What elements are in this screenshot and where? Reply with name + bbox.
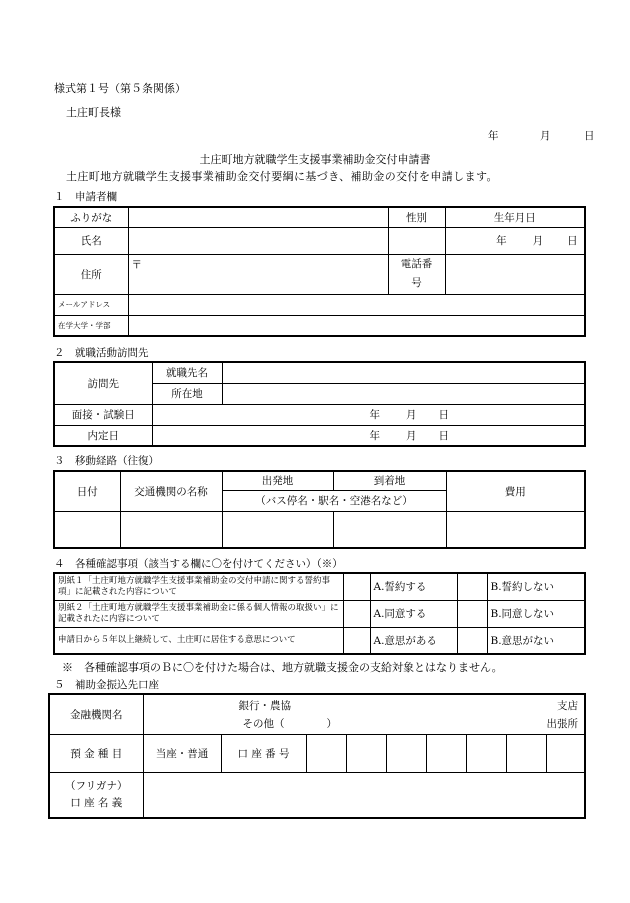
gender-field[interactable] [388, 227, 445, 254]
phone-field[interactable] [445, 254, 585, 294]
holder-label: （フリガナ） 口 座 名 義 [49, 772, 143, 818]
account-digit[interactable] [306, 734, 346, 772]
account-digit[interactable] [506, 734, 546, 772]
deposit-type-label: 預 金 種 目 [49, 734, 143, 772]
section4-heading: ４ 各種確認事項（該当する欄に〇を付けてください）（※） [54, 558, 343, 570]
address-label: 住所 [54, 254, 128, 294]
birth-label: 生年月日 [445, 207, 585, 227]
deposit-type-value[interactable]: 当座・普通 [143, 734, 221, 772]
interview-label: 面接・試験日 [54, 404, 152, 425]
email-field[interactable] [128, 294, 585, 315]
account-number-label: 口 座 番 号 [221, 734, 306, 772]
confirm-text-3: 申請日から５年以上継続して、土庄町に居住する意思について [54, 627, 343, 654]
location-label: 所在地 [152, 383, 222, 404]
section2-heading: ２ 就職活動訪問先 [54, 347, 149, 359]
school-field[interactable] [128, 315, 585, 336]
route-date-label: 日付 [54, 471, 120, 511]
account-digit[interactable] [346, 734, 386, 772]
account-digit[interactable] [546, 734, 585, 772]
confirm-check-a-2[interactable] [343, 600, 370, 627]
offer-label: 内定日 [54, 425, 152, 446]
cost-label: 費用 [446, 471, 585, 511]
visit-table [53, 361, 586, 447]
confirm-option-b-1: B.誓約しない [487, 573, 585, 600]
birth-date-field[interactable] [445, 227, 585, 254]
section1-heading: １ 申請者欄 [54, 191, 117, 203]
holder-field[interactable] [143, 772, 585, 818]
visit-label: 訪問先 [54, 362, 152, 404]
interview-date-field[interactable]: 年 月 日 [152, 404, 585, 425]
company-label: 就職先名 [152, 362, 222, 383]
birth-month: 月 [532, 235, 544, 247]
transport-field[interactable] [120, 511, 222, 548]
company-field[interactable] [222, 362, 585, 383]
route-table [53, 470, 586, 549]
birth-day: 日 [567, 235, 578, 247]
route-date-field[interactable] [54, 511, 120, 548]
confirm-text-2: 別紙２「土庄町地方就職学生支援事業補助金に係る個人情報の取扱い」に記載されたに内容について [54, 600, 343, 627]
account-digit[interactable] [386, 734, 426, 772]
email-label: メールアドレス [54, 294, 128, 315]
confirm-option-a-2: A.同意する [370, 600, 457, 627]
confirm-table [53, 572, 586, 655]
applicant-table [53, 206, 586, 337]
offer-date-field[interactable]: 年 月 日 [152, 425, 585, 446]
section5-heading: ５ 補助金振込先口座 [54, 679, 159, 691]
confirm-option-b-2: B.同意しない [487, 600, 585, 627]
name-label: 氏名 [54, 227, 128, 254]
confirm-check-a-3[interactable] [343, 627, 370, 654]
bank-type: 銀行・農協 [238, 700, 291, 712]
phone-label: 電話番 号 [388, 254, 445, 294]
place-note: （バス停名・駅名・空港名など） [222, 490, 446, 511]
confirm-check-b-1[interactable] [457, 573, 487, 600]
confirm-text-1: 別紙１「土庄町地方就職学生支援事業補助金の交付申請に関する誓約事項」に記載された内容について [54, 573, 343, 600]
arrival-label: 到着地 [333, 471, 446, 490]
bank-field[interactable] [143, 694, 585, 734]
arrival-field[interactable] [333, 511, 446, 548]
date-month: 月 [540, 130, 551, 142]
office-label: 出張所 [546, 718, 579, 730]
gender-label: 性別 [388, 207, 445, 227]
school-label: 在学大学・学部 [54, 315, 128, 336]
account-digit[interactable] [426, 734, 466, 772]
section3-heading: ３ 移動経路（往復） [54, 455, 159, 467]
location-field[interactable] [222, 383, 585, 404]
confirm-check-b-3[interactable] [457, 627, 487, 654]
confirm-check-b-2[interactable] [457, 600, 487, 627]
name-field[interactable] [128, 227, 388, 254]
birth-year: 年 [496, 235, 507, 247]
furigana-label: ふりがな [54, 207, 128, 227]
cost-field[interactable] [446, 511, 585, 548]
address-field[interactable] [128, 254, 388, 294]
date-day: 日 [584, 130, 595, 142]
confirm-check-a-1[interactable] [343, 573, 370, 600]
confirm-option-a-3: A.意思がある [370, 627, 457, 654]
confirm-option-b-3: B.意思がない [487, 627, 585, 654]
bank-label: 金融機関名 [49, 694, 143, 734]
addressee: 土庄町長様 [66, 106, 121, 119]
branch-label: 支店 [557, 700, 579, 712]
form-number: 様式第１号（第５条関係） [54, 82, 186, 95]
departure-label: 出発地 [222, 471, 333, 490]
intro-text: 土庄町地方就職学生支援事業補助金交付要綱に基づき、補助金の交付を申請します。 [66, 170, 498, 183]
account-table [48, 693, 586, 819]
furigana-field[interactable] [128, 207, 388, 227]
date-year: 年 [488, 130, 499, 142]
account-digit[interactable] [466, 734, 506, 772]
postal-mark: 〒 [131, 258, 142, 271]
departure-field[interactable] [222, 511, 333, 548]
transport-label: 交通機関の名称 [120, 471, 222, 511]
confirm-note: ※ 各種確認事項のＢに〇を付けた場合は、地方就職支援金の支給対象とはなりません。 [62, 661, 503, 674]
confirm-option-a-1: A.誓約する [370, 573, 457, 600]
page-title: 土庄町地方就職学生支援事業補助金交付申請書 [199, 153, 431, 166]
bank-other: その他（ ） [242, 718, 337, 730]
